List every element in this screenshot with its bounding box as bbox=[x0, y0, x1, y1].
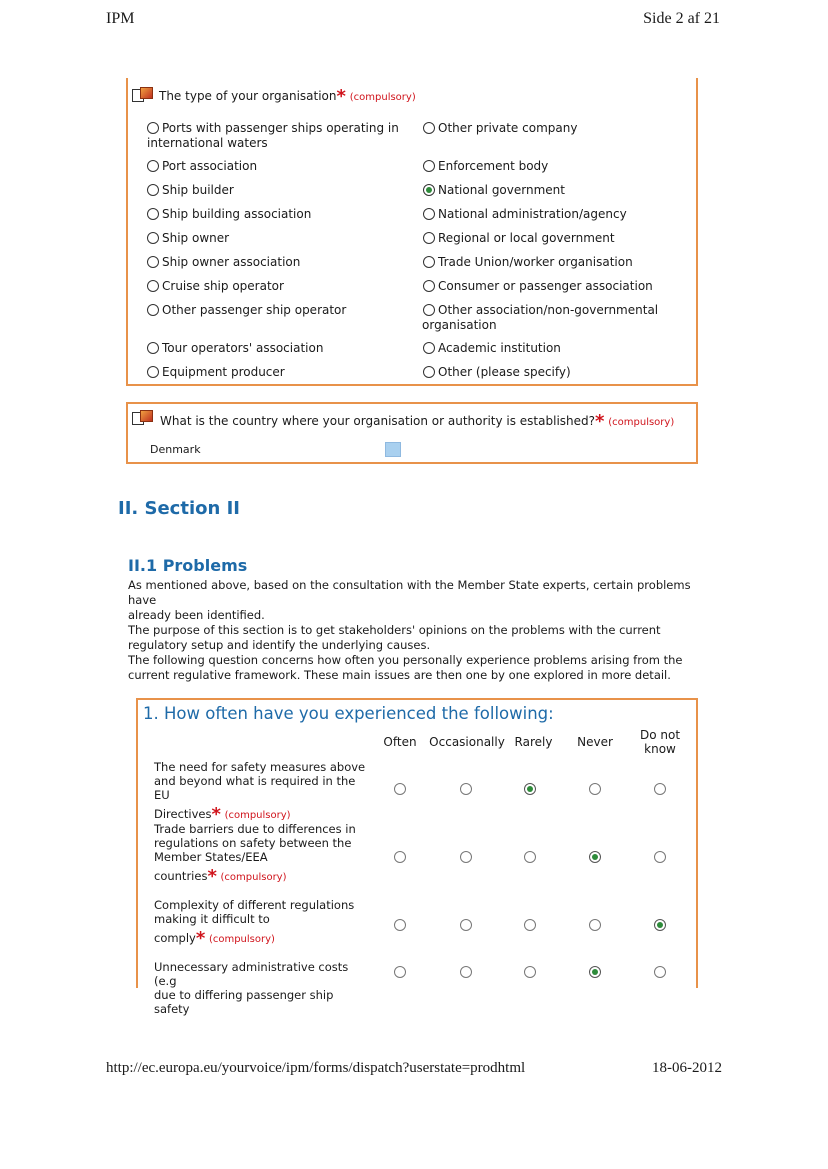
q1-row1-never-radio[interactable] bbox=[589, 783, 601, 795]
column-header-do-not-know: Do not know bbox=[639, 728, 681, 756]
footer-date: 18-06-2012 bbox=[652, 1060, 722, 1076]
compulsory-label: (compulsory) bbox=[608, 417, 675, 428]
q1-row1-occasionally-radio[interactable] bbox=[460, 783, 472, 795]
radio-button[interactable] bbox=[147, 342, 159, 354]
org-option-ship-builder[interactable]: Ship builder bbox=[147, 183, 234, 198]
org-option-ship-building-association[interactable]: Ship building association bbox=[147, 207, 311, 222]
org-option-regional-local-government[interactable]: Regional or local government bbox=[423, 231, 615, 246]
q1-row4-never-radio-selected[interactable] bbox=[589, 966, 601, 978]
radio-button[interactable] bbox=[423, 160, 435, 172]
radio-button[interactable] bbox=[423, 208, 435, 220]
q1-row2-rarely-radio[interactable] bbox=[524, 851, 536, 863]
footer-url: http://ec.europa.eu/yourvoice/ipm/forms/dispatch?userstate=prodhtml bbox=[106, 1060, 526, 1076]
org-option-enforcement-body[interactable]: Enforcement body bbox=[423, 159, 548, 174]
org-option-ports-line2: international waters bbox=[147, 136, 268, 150]
radio-button[interactable] bbox=[423, 122, 435, 134]
q1-row-label-admin-costs: Unnecessary administrative costs (e.g due to differing passenger ship safety bbox=[154, 960, 349, 1016]
org-option-consumer-association[interactable]: Consumer or passenger association bbox=[423, 279, 653, 294]
q1-row3-never-radio[interactable] bbox=[589, 919, 601, 931]
org-option-national-government[interactable]: National government bbox=[423, 183, 565, 198]
radio-button-selected[interactable] bbox=[423, 184, 435, 196]
page-header-left: IPM bbox=[106, 10, 135, 27]
org-option-ship-owner[interactable]: Ship owner bbox=[147, 231, 229, 246]
q1-row4-do-not-know-radio[interactable] bbox=[654, 966, 666, 978]
country-select-value[interactable]: Denmark bbox=[150, 443, 201, 456]
radio-button[interactable] bbox=[147, 366, 159, 378]
radio-button[interactable] bbox=[147, 304, 159, 316]
org-option-cruise-ship-operator[interactable]: Cruise ship operator bbox=[147, 279, 284, 294]
column-header-often: Often bbox=[383, 735, 417, 749]
radio-button[interactable] bbox=[147, 232, 159, 244]
q1-row4-often-radio[interactable] bbox=[394, 966, 406, 978]
radio-button[interactable] bbox=[147, 208, 159, 220]
q1-row1-rarely-radio-selected[interactable] bbox=[524, 783, 536, 795]
radio-button[interactable] bbox=[147, 160, 159, 172]
q1-row2-never-radio-selected[interactable] bbox=[589, 851, 601, 863]
radio-button[interactable] bbox=[423, 232, 435, 244]
q1-row-label-complexity: Complexity of different regulations making it difficult to comply* (compulsory) bbox=[154, 898, 355, 949]
q1-row2-do-not-know-radio[interactable] bbox=[654, 851, 666, 863]
q1-row1-do-not-know-radio[interactable] bbox=[654, 783, 666, 795]
radio-button[interactable] bbox=[147, 256, 159, 268]
required-asterisk: * bbox=[195, 928, 206, 949]
radio-button[interactable] bbox=[423, 280, 435, 292]
question1-title: 1. How often have you experienced the following: bbox=[143, 704, 554, 723]
org-option-national-administration[interactable]: National administration/agency bbox=[423, 207, 627, 222]
country-question-title: What is the country where your organisation or authority is established?* (compulsory) bbox=[160, 411, 675, 432]
org-type-question-title: The type of your organisation* (compulsory) bbox=[159, 86, 416, 107]
radio-button[interactable] bbox=[147, 280, 159, 292]
org-option-other-private-company[interactable]: Other private company bbox=[423, 121, 577, 136]
q1-row-label-safety-measures: The need for safety measures above and beyond what is required in the EU Directives* (compulsory) bbox=[154, 760, 366, 825]
required-asterisk: * bbox=[207, 866, 217, 887]
org-option-academic-institution[interactable]: Academic institution bbox=[423, 341, 561, 356]
org-option-ship-owner-association[interactable]: Ship owner association bbox=[147, 255, 300, 270]
org-option-other-specify[interactable]: Other (please specify) bbox=[423, 365, 571, 380]
org-option-other-passenger-ship-operator[interactable]: Other passenger ship operator bbox=[147, 303, 346, 318]
q1-row3-occasionally-radio[interactable] bbox=[460, 919, 472, 931]
required-asterisk: * bbox=[595, 411, 605, 432]
q1-row1-often-radio[interactable] bbox=[394, 783, 406, 795]
column-header-never: Never bbox=[577, 735, 613, 749]
section-intro-paragraph: As mentioned above, based on the consultation with the Member State experts, certain problems have already been identified. The purpose of this section is to get stakeholders' opinions on the problems with the current regulatory setup and identify the underlying causes. The following question concerns how often you personally experience problems arising from the current regulative framework. These main issues are then one by one explored in more detail. bbox=[128, 578, 691, 682]
compulsory-label: (compulsory) bbox=[220, 872, 287, 883]
compulsory-label: (compulsory) bbox=[349, 92, 416, 103]
q1-row3-often-radio[interactable] bbox=[394, 919, 406, 931]
q1-row4-rarely-radio[interactable] bbox=[524, 966, 536, 978]
q1-row-label-trade-barriers: Trade barriers due to differences in regulations on safety between the Member States/EEA countries* (compulsory) bbox=[154, 822, 356, 887]
compulsory-label: (compulsory) bbox=[208, 934, 275, 945]
radio-button[interactable] bbox=[423, 366, 435, 378]
radio-button[interactable] bbox=[423, 256, 435, 268]
q1-row2-often-radio[interactable] bbox=[394, 851, 406, 863]
q1-row3-rarely-radio[interactable] bbox=[524, 919, 536, 931]
org-option-other-ngo-line2: organisation bbox=[422, 318, 497, 332]
column-header-rarely: Rarely bbox=[514, 735, 553, 749]
page-number: Side 2 af 21 bbox=[643, 10, 720, 27]
q1-row2-occasionally-radio[interactable] bbox=[460, 851, 472, 863]
subsection-heading: II.1 Problems bbox=[128, 556, 248, 575]
section-heading: II. Section II bbox=[118, 498, 240, 519]
org-option-ports[interactable]: Ports with passenger ships operating in bbox=[147, 121, 399, 136]
required-asterisk: * bbox=[336, 86, 346, 107]
org-option-tour-operators-association[interactable]: Tour operators' association bbox=[147, 341, 323, 356]
org-option-port-association[interactable]: Port association bbox=[147, 159, 257, 174]
radio-button[interactable] bbox=[147, 122, 159, 134]
radio-button[interactable] bbox=[423, 304, 435, 316]
q1-row4-occasionally-radio[interactable] bbox=[460, 966, 472, 978]
org-option-equipment-producer[interactable]: Equipment producer bbox=[147, 365, 285, 380]
org-option-trade-union[interactable]: Trade Union/worker organisation bbox=[423, 255, 633, 270]
required-asterisk: * bbox=[211, 804, 221, 825]
q1-row3-do-not-know-radio-selected[interactable] bbox=[654, 919, 666, 931]
org-option-other-ngo[interactable]: Other association/non-governmental bbox=[423, 303, 658, 318]
question-info-icon[interactable] bbox=[132, 410, 152, 424]
radio-button[interactable] bbox=[423, 342, 435, 354]
column-header-occasionally: Occasionally bbox=[429, 735, 505, 749]
radio-button[interactable] bbox=[147, 184, 159, 196]
compulsory-label: (compulsory) bbox=[224, 810, 291, 821]
dropdown-button-icon[interactable] bbox=[385, 442, 401, 457]
question-info-icon[interactable] bbox=[132, 87, 152, 101]
